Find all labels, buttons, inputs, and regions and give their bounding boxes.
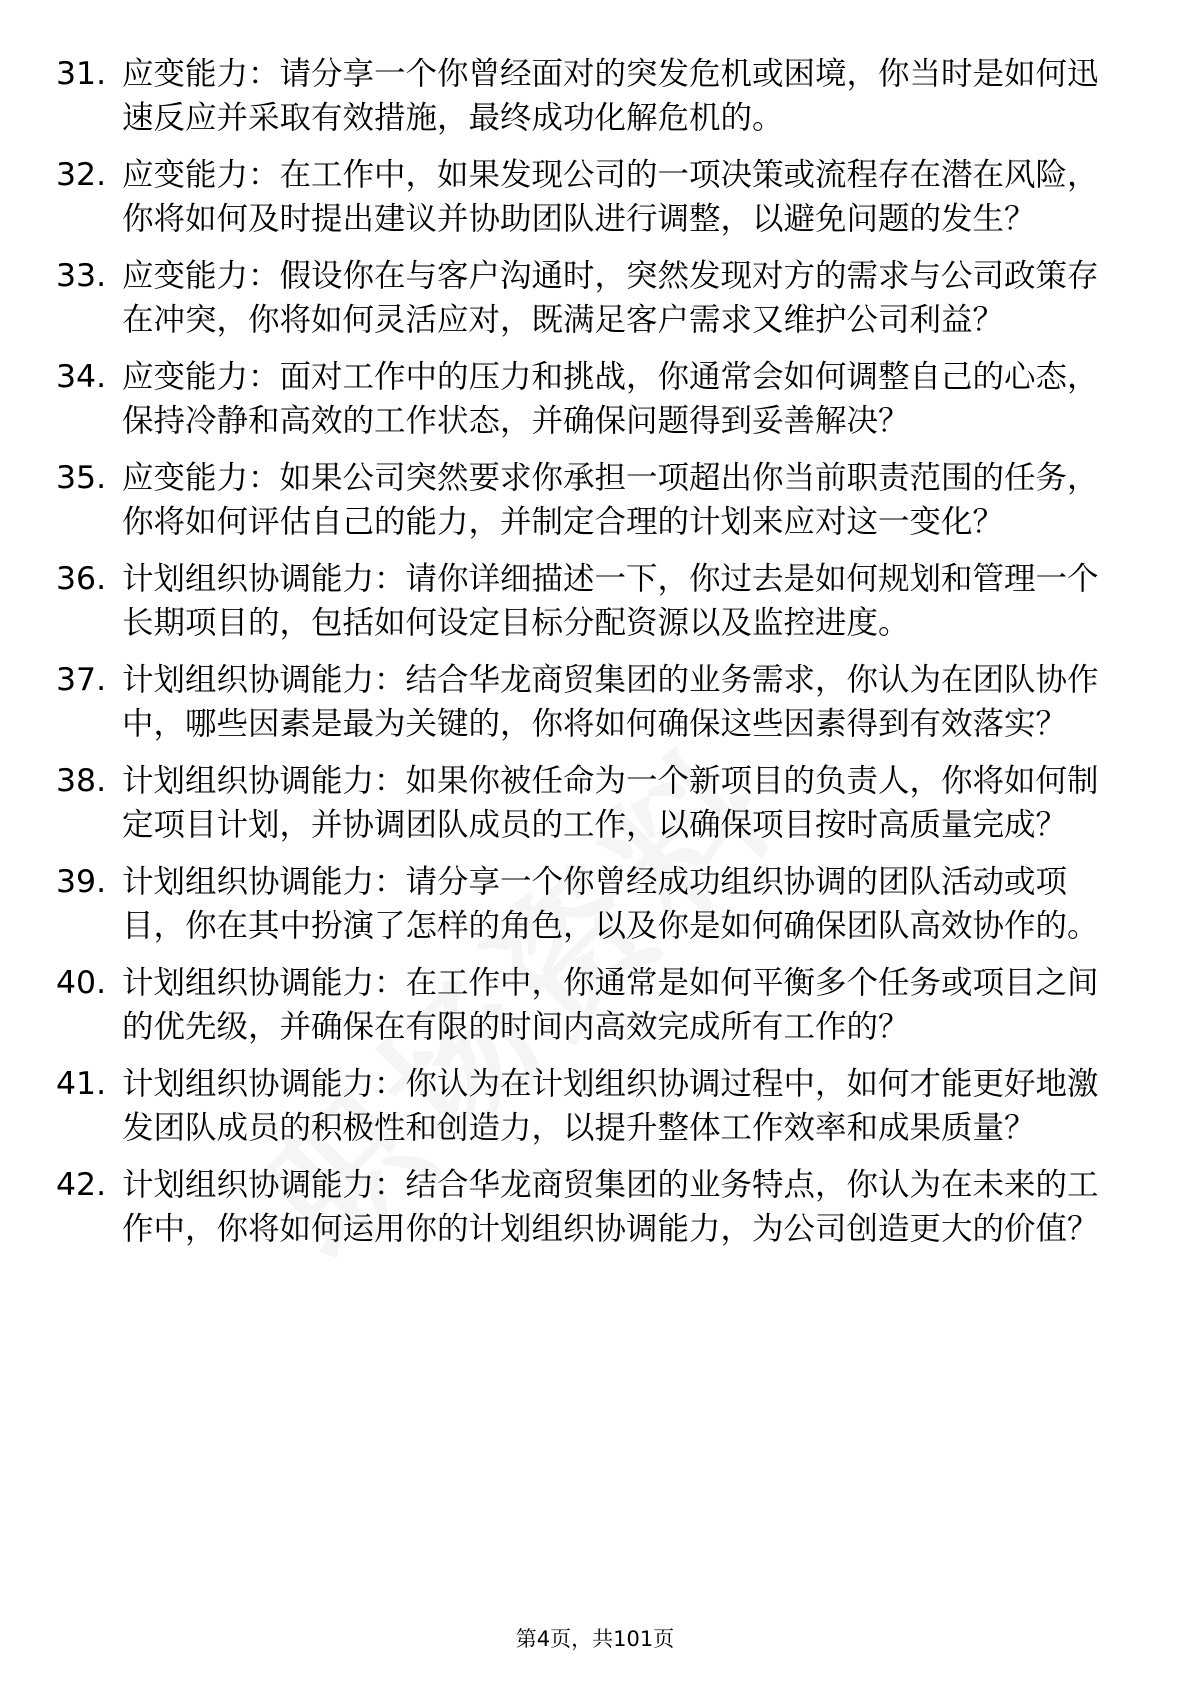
question-number: 38.: [56, 763, 107, 799]
question-item: [56, 860, 1116, 948]
question-text: 计划组织协调能力：请分享一个你曾经成功组织协调的团队活动或项目，你在其中扮演了怎样的角色，以及你是如何确保团队高效协作的。: [122, 864, 1099, 944]
question-number: 40.: [56, 965, 107, 1001]
question-number: 39.: [56, 864, 107, 900]
question-text: 计划组织协调能力：如果你被任命为一个新项目的负责人，你将如何制定项目计划，并协调团队成员的工作，以确保项目按时高质量完成？: [122, 763, 1099, 843]
question-number: 36.: [56, 561, 107, 597]
question-text: 应变能力：在工作中，如果发现公司的一项决策或流程存在潜在风险，你将如何及时提出建议并协助团队进行调整，以避免问题的发生？: [122, 157, 1099, 237]
question-text: 计划组织协调能力：在工作中，你通常是如何平衡多个任务或项目之间的优先级，并确保在有限的时间内高效完成所有工作的？: [122, 965, 1099, 1045]
question-item: [56, 1163, 1116, 1251]
question-text: 应变能力：面对工作中的压力和挑战，你通常会如何调整自己的心态，保持冷静和高效的工作状态，并确保问题得到妥善解决？: [122, 359, 1099, 439]
question-list: [56, 52, 1116, 1251]
question-text: 应变能力：假设你在与客户沟通时，突然发现对方的需求与公司政策存在冲突，你将如何灵活应对，既满足客户需求又维护公司利益？: [122, 258, 1099, 338]
question-item: [56, 355, 1116, 443]
question-number: 42.: [56, 1167, 107, 1203]
question-number: 35.: [56, 460, 107, 496]
question-text: 计划组织协调能力：你认为在计划组织协调过程中，如何才能更好地激发团队成员的积极性和创造力，以提升整体工作效率和成果质量？: [122, 1066, 1099, 1146]
question-number: 34.: [56, 359, 107, 395]
question-item: [56, 961, 1116, 1049]
question-text: 应变能力：如果公司突然要求你承担一项超出你当前职责范围的任务，你将如何评估自己的能力，并制定合理的计划来应对这一变化？: [122, 460, 1099, 540]
question-item: [56, 658, 1116, 746]
question-item: [56, 153, 1116, 241]
question-item: [56, 456, 1116, 544]
question-item: [56, 1062, 1116, 1150]
question-number: 32.: [56, 157, 107, 193]
question-item: [56, 52, 1116, 140]
page-footer: 第4页，共101页: [515, 1627, 675, 1651]
question-number: 41.: [56, 1066, 107, 1102]
question-text: 应变能力：请分享一个你曾经面对的突发危机或困境，你当时是如何迅速反应并采取有效措施，最终成功化解危机的。: [122, 56, 1099, 136]
question-text: 计划组织协调能力：结合华龙商贸集团的业务特点，你认为在未来的工作中，你将如何运用你的计划组织协调能力，为公司创造更大的价值？: [122, 1167, 1099, 1247]
question-text: 计划组织协调能力：请你详细描述一下，你过去是如何规划和管理一个长期项目的，包括如何设定目标分配资源以及监控进度。: [122, 561, 1099, 641]
question-item: [56, 557, 1116, 645]
question-number: 33.: [56, 258, 107, 294]
question-number: 31.: [56, 56, 107, 92]
question-item: [56, 254, 1116, 342]
question-item: [56, 759, 1116, 847]
question-number: 37.: [56, 662, 107, 698]
question-text: 计划组织协调能力：结合华龙商贸集团的业务需求，你认为在团队协作中，哪些因素是最为关键的，你将如何确保这些因素得到有效落实？: [122, 662, 1099, 742]
